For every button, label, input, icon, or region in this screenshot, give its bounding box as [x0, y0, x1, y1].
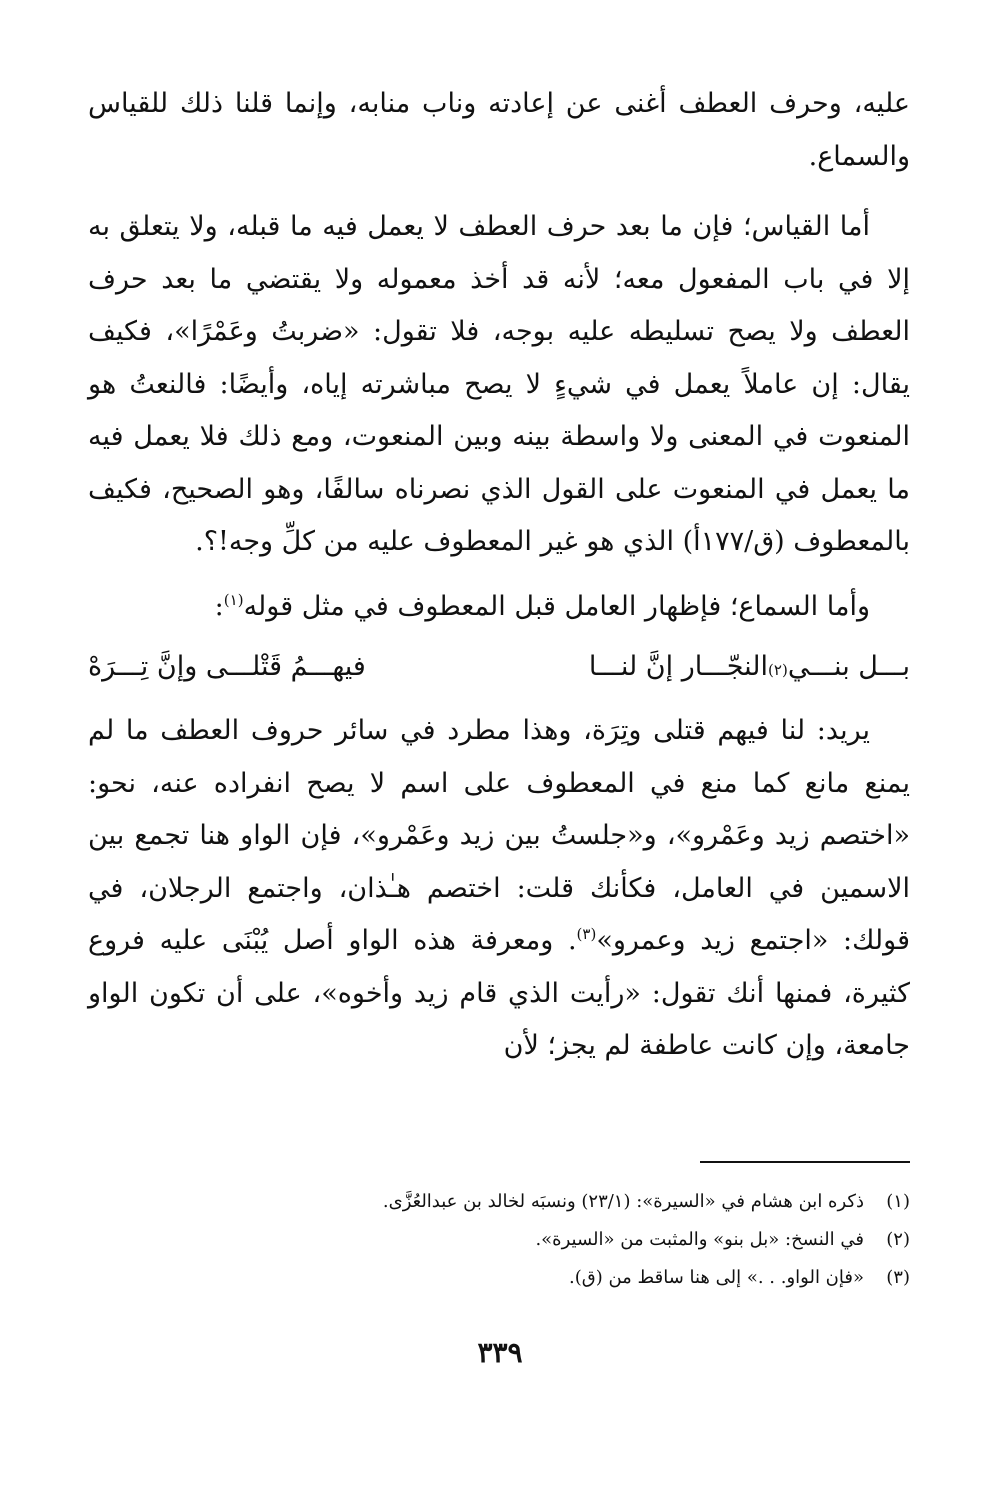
paragraph-text: عليه، وحرف العطف أغنى عن إعادته وناب منابه، وإنما قلنا ذلك للقياس والسماع. — [88, 88, 910, 172]
footnote-item — [88, 1259, 910, 1297]
paragraph-text: . ومعرفة هذه الواو أصل يُبْنَى عليه فروع كثيرة، فمنها أنك تقول: «رأيت الذي قام زيد وأخوه»، على أن تكون الواو جامعة، وإن كانت عاطفة لم يجز؛ لأن — [88, 925, 910, 1061]
footnote-number: (١) — [886, 1191, 910, 1212]
footnote-number: (٣) — [886, 1267, 910, 1288]
paragraph-text: أما القياس؛ فإن ما بعد حرف العطف لا يعمل فيه ما قبله، ولا يتعلق به إلا في باب المفعول معه؛ لأنه قد أخذ معموله ولا يقتضي ما بعد حرف العطف ولا يصح تسليطه عليه بوجه، فلا تقول: «ضربتُ وعَمْرًا»، فكيف يقال: إن عاملاً يعمل في شيءٍ لا يصح مباشرته إياه، وأيضًا: فالنعتُ هو المنعوت في المعنى ولا واسطة بينه وبين المنعوت، ومع ذلك فلا يعمل فيه ما يعمل في المنعوت على القول الذي نصرناه سالفًا، وهو الصحيح، فكيف بالمعطوف (ق/١٧٧أ) الذي هو غير المعطوف عليه من كلِّ وجه!؟. — [88, 211, 910, 557]
footnote-text: ذكره ابن هشام في «السيرة»: (٢٣/١) ونسبَه لخالد بن عبدالعُزَّى. — [382, 1191, 864, 1212]
paragraph-text: : — [214, 590, 224, 622]
page-number: ٣٣٩ — [477, 1336, 523, 1369]
body-paragraph — [88, 705, 910, 1073]
footnote-reference: (٣) — [576, 925, 597, 943]
paragraph-text: وأما السماع؛ فإظهار العامل قبل المعطوف في مثل قوله — [243, 590, 870, 622]
body-paragraph — [88, 78, 910, 183]
footnote-text: «فإن الواو. . .» إلى هنا ساقط من (ق). — [569, 1267, 864, 1288]
footnote-separator — [700, 1161, 910, 1163]
verse-first-hemistich: بـــل بنـــي (٢) النجّـــار إنَّ لنـــا — [589, 641, 910, 693]
verse-second-hemistich — [88, 641, 366, 693]
footnote-number: (٢) — [886, 1229, 910, 1250]
verse-text: بـــل بنـــي — [787, 651, 910, 682]
footnote-reference: (١) — [223, 590, 244, 609]
poetry-verse — [88, 641, 910, 693]
verse-text: النجّـــار إنَّ لنـــا — [588, 651, 769, 682]
body-paragraph — [88, 581, 910, 634]
footnote-item — [88, 1183, 910, 1221]
footnote-item — [88, 1221, 910, 1259]
page-body — [88, 78, 910, 1073]
footnote-text: في النسخ: «بل بنو» والمثبت من «السيرة». — [535, 1229, 864, 1250]
body-paragraph — [88, 201, 910, 569]
verse-text: فيهـــمُ قَتْلـــى وإنَّ تِـــرَهْ — [88, 651, 366, 682]
footnotes — [88, 1183, 910, 1297]
paragraph-text: يريد: لنا فيهم قتلى وتِرَة، وهذا مطرد في سائر حروف العطف ما لم يمنع مانع كما منع في المعطوف على اسم لا يصح انفراده عنه، نحو: «اختصم زيد وعَمْرو»، و«جلستُ بين زيد وعَمْرو»، فإن الواو هنا تجمع بين الاسمين في العامل، فكأنك قلت: اختصم هـٰذان، واجتمع الرجلان، في قولك: «اجتمع زيد وعمرو» — [88, 715, 910, 956]
